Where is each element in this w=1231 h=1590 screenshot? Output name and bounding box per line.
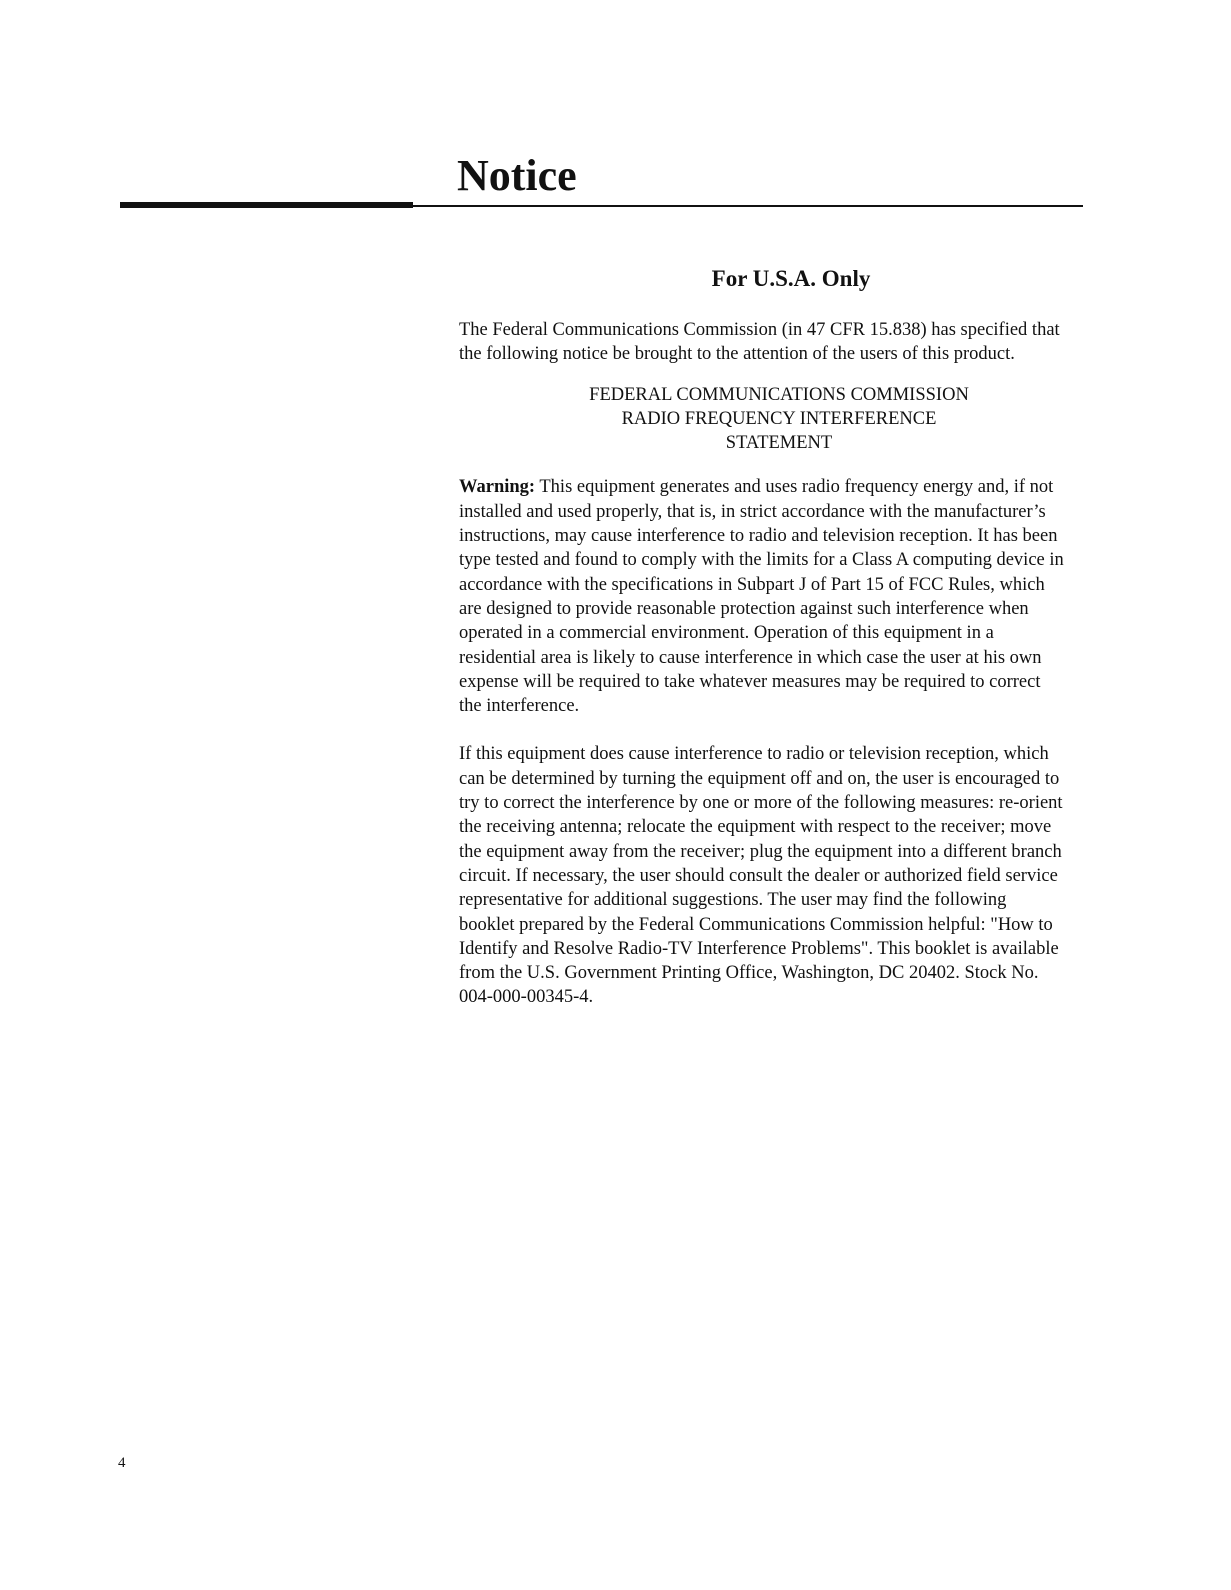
warning-paragraph: [459, 475, 1064, 718]
statement-heading: [459, 383, 1079, 456]
warning-label: Warning:: [459, 477, 536, 498]
page-number: 4: [118, 1455, 126, 1471]
guidance-paragraph: If this equipment does cause interference to radio or television reception, which can be determined by turning the equipment off and on, the user is encouraged to try to correct the interference by one or more of the following measures: re-orient the receiving antenna; relocate the equipment with respect to the receiver; move the equipment away from the receiver; plug the equipment into a different branch circuit. If necessary, the user should consult the dealer or authorized field service representative for additional suggestions. The user may find the following booklet prepared by the Federal Communications Commission helpful: "How to Identify and Resolve Radio-TV Interference Problems". This booklet is available from the U.S. Government Printing Office, Washington, DC 20402. Stock No. 004-000-00345-4.: [459, 744, 1063, 1008]
notice-content: [459, 264, 1083, 1034]
section-subtitle: For U.S.A. Only: [711, 266, 871, 291]
page-title: Notice: [457, 151, 577, 200]
statement-line-1: FEDERAL COMMUNICATIONS COMMISSION: [589, 384, 969, 405]
header-rule-thick: [120, 202, 413, 208]
statement-line-2: RADIO FREQUENCY INTERFERENCE: [621, 408, 937, 429]
statement-line-3: STATEMENT: [725, 433, 833, 454]
warning-text: This equipment generates and uses radio frequency energy and, if not installed and used properly, that is, in strict accordance with the manufacturer’s instructions, may cause interference to radio and television reception. It has been type tested and found to comply with the limits for a Class A computing device in accordance with the specifications in Subpart J of Part 15 of FCC Rules, which are designed to provide reasonable protection against such interference when operated in a commercial environment. Operation of this equipment in a residential area is likely to cause interference in which case the user at his own expense will be required to take whatever measures may be required to correct the interference.: [459, 477, 1064, 717]
intro-paragraph: The Federal Communications Commission (in 47 CFR 15.838) has specified that the following notice be brought to the attention of the users of this product.: [459, 320, 1060, 365]
